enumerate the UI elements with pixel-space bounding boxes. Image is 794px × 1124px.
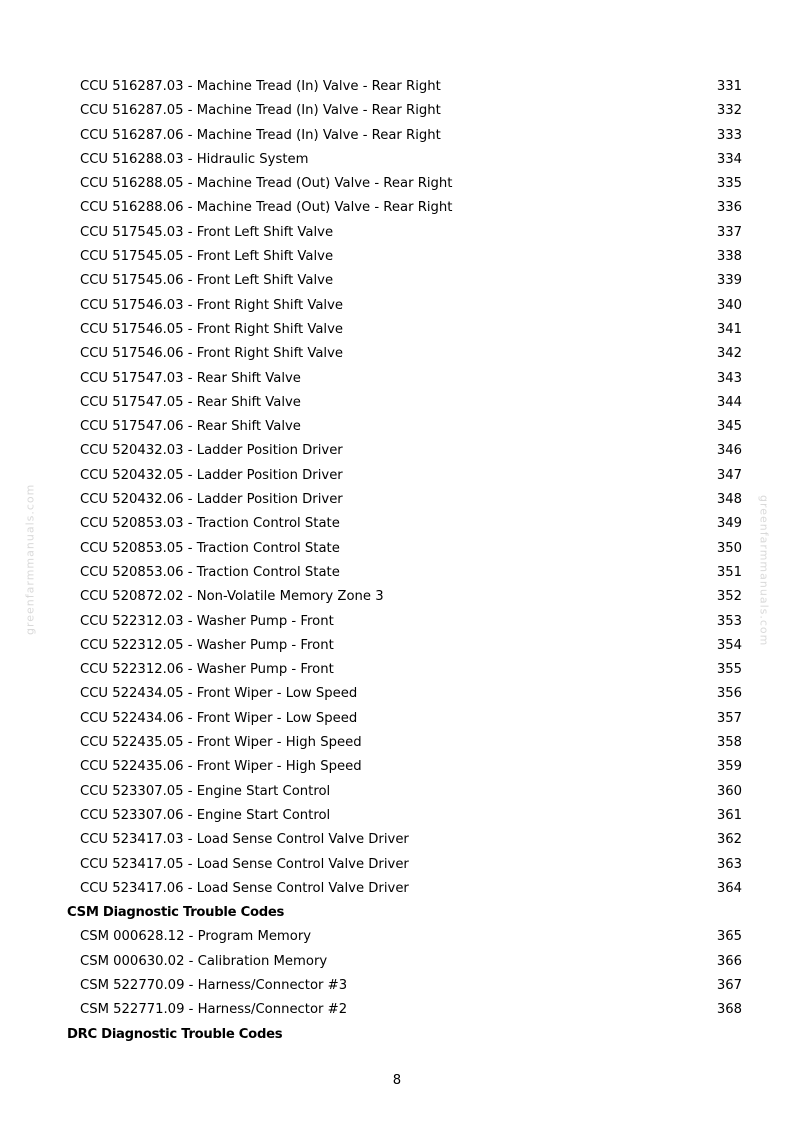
toc-entry-title: CCU 517545.05 - Front Left Shift Valve — [80, 249, 334, 265]
toc-entry-page: 364 — [716, 880, 742, 896]
section-heading-drc[interactable] — [0, 1023, 794, 1047]
toc-entry-title: CCU 517547.06 - Rear Shift Valve — [80, 419, 301, 435]
toc-entry-page: 362 — [716, 832, 742, 848]
toc-entry[interactable] — [0, 585, 794, 609]
toc-entry-page: 363 — [716, 856, 742, 872]
toc-entry-title: CCU 522435.05 - Front Wiper - High Speed — [80, 735, 362, 751]
toc-entry-page: 366 — [716, 953, 742, 969]
toc-entry-title: CCU 523307.05 - Engine Start Control — [80, 783, 331, 799]
toc-entry-page: 345 — [716, 419, 742, 435]
toc-entry[interactable] — [0, 172, 794, 196]
toc-entry-page: 343 — [716, 370, 742, 386]
watermark-right: greenfarmmanuals.com — [757, 495, 771, 647]
toc-entry-page: 359 — [716, 759, 742, 775]
toc-entry-title: CCU 523307.06 - Engine Start Control — [80, 807, 331, 823]
toc-entry-page: 351 — [716, 564, 742, 580]
toc-entry[interactable] — [0, 196, 794, 220]
toc-entry-title: CCU 522312.03 - Washer Pump - Front — [80, 613, 334, 629]
toc-entry-title: CSM 522770.09 - Harness/Connector #3 — [80, 977, 348, 993]
toc-entry[interactable] — [0, 755, 794, 779]
toc-entry-page: 350 — [716, 540, 742, 556]
toc-entry-page: 333 — [716, 127, 742, 143]
toc-entry-title: CSM 000630.02 - Calibration Memory — [80, 953, 328, 969]
toc-entry-title: CCU 517546.05 - Front Right Shift Valve — [80, 321, 344, 337]
toc-entry-title: CCU 517545.03 - Front Left Shift Valve — [80, 224, 334, 240]
toc-entry[interactable] — [0, 634, 794, 658]
toc-entry[interactable] — [0, 925, 794, 949]
section-heading-title: DRC Diagnostic Trouble Codes — [67, 1026, 283, 1042]
toc-entry[interactable] — [0, 804, 794, 828]
toc-entry-title: CCU 523417.03 - Load Sense Control Valve Driver — [80, 832, 409, 848]
toc-entry-page: 341 — [716, 321, 742, 337]
toc-entry-title: CCU 516287.06 - Machine Tread (In) Valve - Rear Right — [80, 127, 441, 143]
toc-entry-page: 361 — [716, 807, 742, 823]
toc-entry-title: CCU 522435.06 - Front Wiper - High Speed — [80, 759, 362, 775]
toc-entry-page: 360 — [716, 783, 742, 799]
toc-entry-page: 357 — [716, 710, 742, 726]
toc-entry-page: 337 — [716, 224, 742, 240]
toc-entry-title: CCU 522434.06 - Front Wiper - Low Speed — [80, 710, 358, 726]
toc-entry[interactable] — [0, 780, 794, 804]
toc-entry-title: CCU 517546.06 - Front Right Shift Valve — [80, 346, 344, 362]
toc-entry[interactable] — [0, 342, 794, 366]
toc-entry-title: CSM 522771.09 - Harness/Connector #2 — [80, 1002, 348, 1018]
toc-entry[interactable] — [0, 950, 794, 974]
toc-entry-title: CCU 523417.05 - Load Sense Control Valve Driver — [80, 856, 409, 872]
toc-entry-title: CCU 520432.03 - Ladder Position Driver — [80, 443, 343, 459]
toc-entry[interactable] — [0, 974, 794, 998]
toc-entry-page: 354 — [716, 637, 742, 653]
toc-entry-page: 335 — [716, 176, 742, 192]
toc-entry-title: CCU 520872.02 - Non-Volatile Memory Zone 3 — [80, 589, 384, 605]
table-of-contents — [0, 75, 794, 1047]
toc-entry-title: CCU 517545.06 - Front Left Shift Valve — [80, 273, 334, 289]
toc-entry[interactable] — [0, 998, 794, 1022]
toc-entry-title: CCU 523417.06 - Load Sense Control Valve Driver — [80, 880, 409, 896]
toc-entry[interactable] — [0, 99, 794, 123]
toc-entry-page: 332 — [716, 103, 742, 119]
toc-entry-title: CCU 520432.06 - Ladder Position Driver — [80, 492, 343, 508]
page-number: 8 — [392, 1073, 402, 1088]
toc-entry-title: CCU 516287.03 - Machine Tread (In) Valve - Rear Right — [80, 79, 441, 94]
toc-entry[interactable] — [0, 221, 794, 245]
toc-entry-page: 348 — [716, 492, 742, 508]
toc-entry-page: 356 — [716, 686, 742, 702]
toc-entry-page: 367 — [716, 977, 742, 993]
toc-entry-title: CCU 522434.05 - Front Wiper - Low Speed — [80, 686, 358, 702]
toc-entry-page: 358 — [716, 735, 742, 751]
toc-entry[interactable] — [0, 439, 794, 463]
toc-entry-page: 365 — [716, 929, 742, 945]
toc-entry-title: CCU 522312.06 - Washer Pump - Front — [80, 662, 334, 678]
section-heading-title: CSM Diagnostic Trouble Codes — [67, 905, 285, 921]
toc-entry[interactable] — [0, 828, 794, 852]
toc-entry[interactable] — [0, 610, 794, 634]
toc-entry[interactable] — [0, 512, 794, 536]
toc-entry[interactable] — [0, 367, 794, 391]
toc-entry[interactable] — [0, 75, 794, 99]
toc-entry-title: CCU 520853.03 - Traction Control State — [80, 516, 340, 532]
toc-entry[interactable] — [0, 682, 794, 706]
toc-entry[interactable] — [0, 245, 794, 269]
toc-entry-page: 355 — [716, 662, 742, 678]
toc-entry-title: CCU 522312.05 - Washer Pump - Front — [80, 637, 334, 653]
toc-entry[interactable] — [0, 148, 794, 172]
toc-entry-page: 338 — [716, 249, 742, 265]
toc-entry-title: CCU 516288.03 - Hidraulic System — [80, 151, 309, 167]
toc-entry-page: 344 — [716, 394, 742, 410]
toc-entry-title: CCU 517546.03 - Front Right Shift Valve — [80, 297, 344, 313]
toc-entry-page: 346 — [716, 443, 742, 459]
toc-entry[interactable] — [0, 707, 794, 731]
toc-entry[interactable] — [0, 561, 794, 585]
toc-entry[interactable] — [0, 658, 794, 682]
toc-entry[interactable] — [0, 294, 794, 318]
toc-entry-page: 342 — [716, 346, 742, 362]
toc-entry[interactable] — [0, 124, 794, 148]
toc-entry[interactable] — [0, 853, 794, 877]
toc-entry-title: CSM 000628.12 - Program Memory — [80, 929, 312, 945]
section-heading-csm[interactable] — [0, 901, 794, 925]
toc-entry[interactable] — [0, 415, 794, 439]
toc-entry[interactable] — [0, 488, 794, 512]
toc-entry[interactable] — [0, 464, 794, 488]
toc-entry-page: 353 — [716, 613, 742, 629]
toc-entry[interactable] — [0, 391, 794, 415]
toc-entry[interactable] — [0, 318, 794, 342]
toc-entry[interactable] — [0, 269, 794, 293]
toc-entry-page: 340 — [716, 297, 742, 313]
toc-entry-title: CCU 517547.05 - Rear Shift Valve — [80, 394, 301, 410]
toc-entry-title: CCU 516288.05 - Machine Tread (Out) Valve - Rear Right — [80, 176, 453, 192]
toc-entry-page: 336 — [716, 200, 742, 216]
toc-entry-title: CCU 520853.06 - Traction Control State — [80, 564, 340, 580]
toc-entry[interactable] — [0, 731, 794, 755]
toc-entry-title: CCU 517547.03 - Rear Shift Valve — [80, 370, 301, 386]
toc-entry-title: CCU 520853.05 - Traction Control State — [80, 540, 340, 556]
toc-entry-page: 347 — [716, 467, 742, 483]
toc-entry-page: 349 — [716, 516, 742, 532]
watermark-left: greenfarmmanuals.com — [23, 483, 37, 635]
toc-entry-page: 331 — [716, 79, 742, 94]
toc-entry-page: 334 — [716, 151, 742, 167]
toc-entry-title: CCU 516287.05 - Machine Tread (In) Valve - Rear Right — [80, 103, 441, 119]
toc-entry-page: 339 — [716, 273, 742, 289]
toc-entry[interactable] — [0, 877, 794, 901]
toc-entry[interactable] — [0, 537, 794, 561]
toc-entry-page: 352 — [716, 589, 742, 605]
toc-entry-page: 368 — [716, 1002, 742, 1018]
toc-entry-title: CCU 516288.06 - Machine Tread (Out) Valve - Rear Right — [80, 200, 453, 216]
toc-entry-title: CCU 520432.05 - Ladder Position Driver — [80, 467, 343, 483]
